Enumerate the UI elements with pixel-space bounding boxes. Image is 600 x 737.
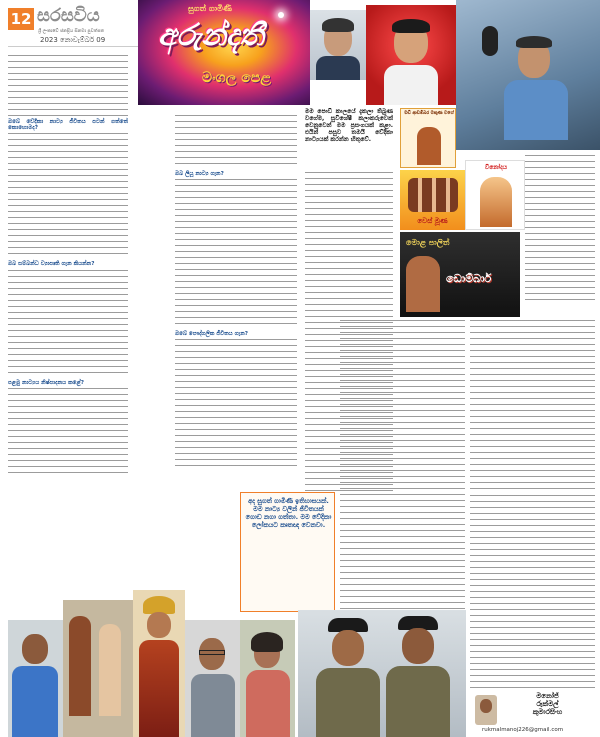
masthead-rule	[8, 46, 138, 47]
feature-banner	[138, 0, 310, 105]
author-name-line: කුමාරසිංහ	[532, 708, 563, 716]
figure	[69, 616, 91, 716]
column-7-text	[470, 495, 595, 690]
poster-one-figures	[408, 178, 458, 212]
photo-group	[63, 600, 133, 737]
photo-man-blue-shirt	[8, 620, 63, 737]
article-text	[8, 133, 128, 259]
author-name-line: මනෝජ්	[536, 692, 559, 700]
photo-woman	[240, 620, 295, 737]
author-name	[500, 692, 595, 716]
glasses	[199, 650, 225, 655]
banner-kicker: සුගත් ගාමිණී	[188, 4, 232, 13]
portrait-photo-centre	[366, 5, 456, 105]
mini-poster-figure	[417, 127, 441, 165]
author-name-line: රුක්මල්	[536, 700, 559, 708]
question-heading: ඔබේ වේදිකා නාට්‍ය ජීවිතය පටන් ගත්තේ කොහොමද?	[8, 119, 128, 132]
issue-date: 2023 නොවැම්බර් 09	[40, 36, 106, 44]
photo-police-officers	[298, 610, 466, 737]
poster-one	[400, 170, 465, 230]
question-heading: ඔබ ලියූ නාට්‍ය ගැන?	[175, 171, 224, 177]
masthead-title: සරසවිය	[37, 5, 100, 26]
figure	[99, 624, 121, 716]
poster-two-left-title: මොළ පාලිත්	[406, 238, 450, 247]
intro-text: මම පොඩි කාලයේ දැකලා තිබුණ වගේම, සුවිශේෂී කලාකරුවෙක් වෙනුවෙන් මම ප්‍රසංගයක් කළා. එයින් පසුව තමයි වේදිකා නාට්‍යයක් කරන්න හිතුවේ.	[305, 108, 393, 143]
question-heading: ඔබේ පෞද්ගලික ජීවිතය ගැන?	[175, 331, 248, 338]
uniform	[386, 666, 450, 737]
poster-three-title: විනෝදය	[484, 164, 508, 171]
uniform	[316, 668, 380, 737]
article-text	[175, 179, 297, 329]
pull-quote-text: අද සුගත් ගාමිණී ඉතිහාසයක්. මම නාට්‍ය වලින් ජීවිතයක් ගොඩ නගා ගත්තා. මම වේදිකා ලෝකයට කෘතඥ වෙනවා.	[245, 497, 332, 529]
poster-two	[400, 232, 520, 317]
shirt	[12, 666, 58, 737]
shirt	[504, 80, 568, 140]
dress	[246, 670, 290, 737]
shirt	[384, 65, 438, 105]
page-number-box	[8, 8, 34, 30]
page-number: 12	[10, 10, 32, 28]
intro-block	[305, 108, 393, 168]
mini-poster-caption: මඩි ආඩම්බර මකුණ වගේ	[404, 111, 454, 116]
question-heading: ඔබ සම්බන්ධ ව්‍යාපෘති ගැන කියන්න?	[8, 261, 95, 268]
question-heading: පළමු නාට්‍යය නිෂ්පාදනය කළේ?	[8, 379, 84, 386]
suit	[316, 56, 360, 80]
mini-poster	[400, 108, 456, 168]
article-text	[175, 339, 297, 471]
article-text	[8, 55, 128, 117]
photo-man-glasses	[185, 620, 240, 737]
portrait-photo-left	[310, 10, 366, 80]
banner-title: අරුන්දතී	[158, 18, 264, 53]
poster-one-title: වෙස් මූණ	[417, 217, 448, 225]
poster-three	[465, 160, 525, 230]
column-1	[8, 55, 128, 487]
author-email[interactable]: rukmalmanoj226@gmail.com	[482, 727, 564, 733]
face	[22, 634, 48, 664]
face	[402, 628, 434, 664]
banner-subtitle: මංගල පෙළ	[202, 70, 271, 86]
poster-three-figure	[480, 177, 512, 227]
costume	[139, 640, 179, 737]
microphone-icon	[482, 26, 498, 56]
pull-quote-box	[240, 492, 335, 612]
poster-two-figure	[406, 256, 440, 312]
article-text	[8, 388, 128, 478]
face	[147, 612, 171, 638]
poster-two-right-title: ඩොම්බාර්	[446, 272, 492, 285]
masthead-tagline: ශ්‍රී ලංකාවේ ජනප්‍රිය සිනමා පුවත්පත	[38, 29, 105, 34]
column-2	[175, 115, 297, 487]
studio-photo	[456, 0, 600, 150]
article-text	[175, 115, 297, 169]
shirt	[191, 674, 235, 737]
article-text	[8, 270, 128, 378]
hair	[251, 632, 283, 652]
photo-man-ornate-costume	[133, 590, 185, 737]
column-5-text	[470, 320, 595, 490]
hair	[322, 18, 354, 32]
hair	[516, 36, 552, 48]
author-avatar	[475, 695, 497, 725]
column-6-text	[340, 320, 465, 610]
face	[332, 630, 364, 666]
face	[480, 699, 492, 713]
banner-sparkle	[278, 12, 284, 18]
column-4-text	[525, 155, 595, 300]
hair	[392, 19, 430, 33]
